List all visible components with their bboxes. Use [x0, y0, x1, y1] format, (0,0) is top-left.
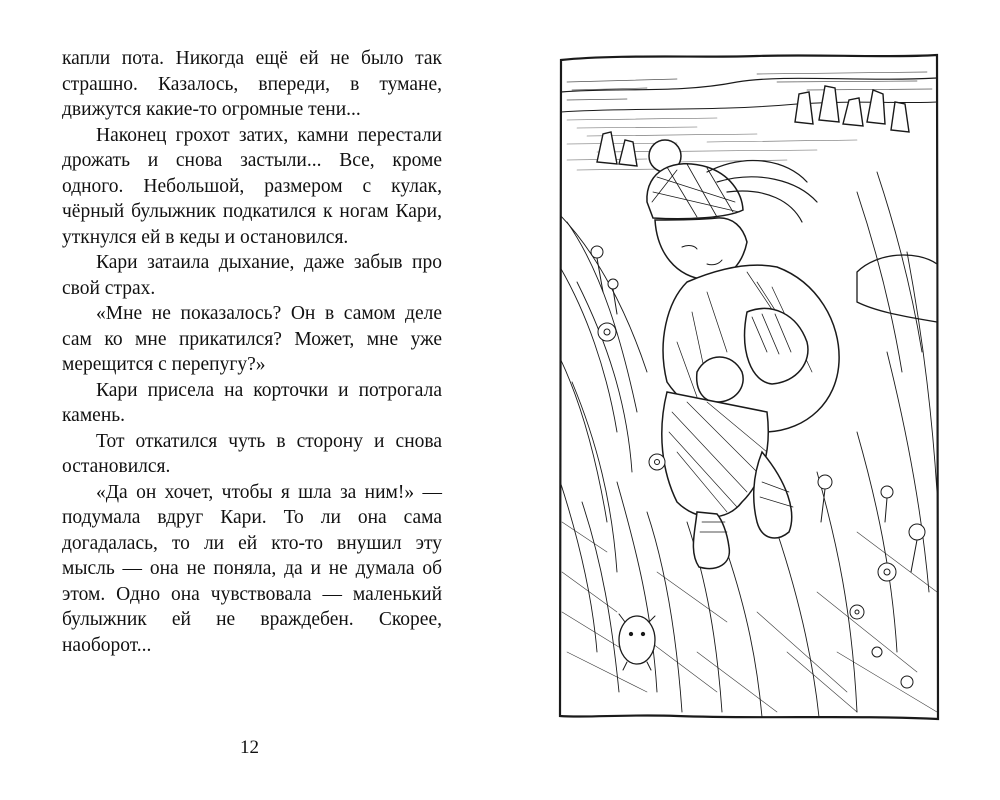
girl-in-grass-illustration: [557, 52, 941, 722]
paragraph: Кари присела на корточки и потрогала камень.: [62, 379, 442, 426]
hands: [697, 357, 743, 402]
paragraph: Тот откатился чуть в сторону и снова остановился.: [62, 430, 442, 477]
page-number: 12: [240, 737, 259, 758]
body-text: [62, 46, 442, 658]
paragraph: Кари затаила дыхание, даже забыв про свой страх.: [62, 252, 442, 299]
paragraph: Наконец грохот затих, камни перестали дрожать и снова застыли... Все, кроме одного. Небольшой, размером с кулак, чёрный булыжник подкатился к ногам Кари, уткнулся ей в кеды и остановился.: [62, 124, 442, 248]
right-page: [500, 0, 1000, 800]
paragraph: капли пота. Никогда ещё ей не было так страшно. Казалось, впереди, в тумане, движутся какие-то огромные тени...: [62, 48, 442, 120]
paragraph: «Мне не показалось? Он в самом деле сам ко мне прикатился? Может, мне уже мерещится с перепугу?»: [62, 303, 442, 375]
paragraph: «Да он хочет, чтобы я шла за ним!» — подумала вдруг Кари. То ли она сама догадалась, то ли ей кто-то внушил эту мысль — она не поняла, да и не думала об этом. Одно она чувствовала — маленький булыжник ей не враждебен. Скорее, наоборот...: [62, 481, 442, 656]
